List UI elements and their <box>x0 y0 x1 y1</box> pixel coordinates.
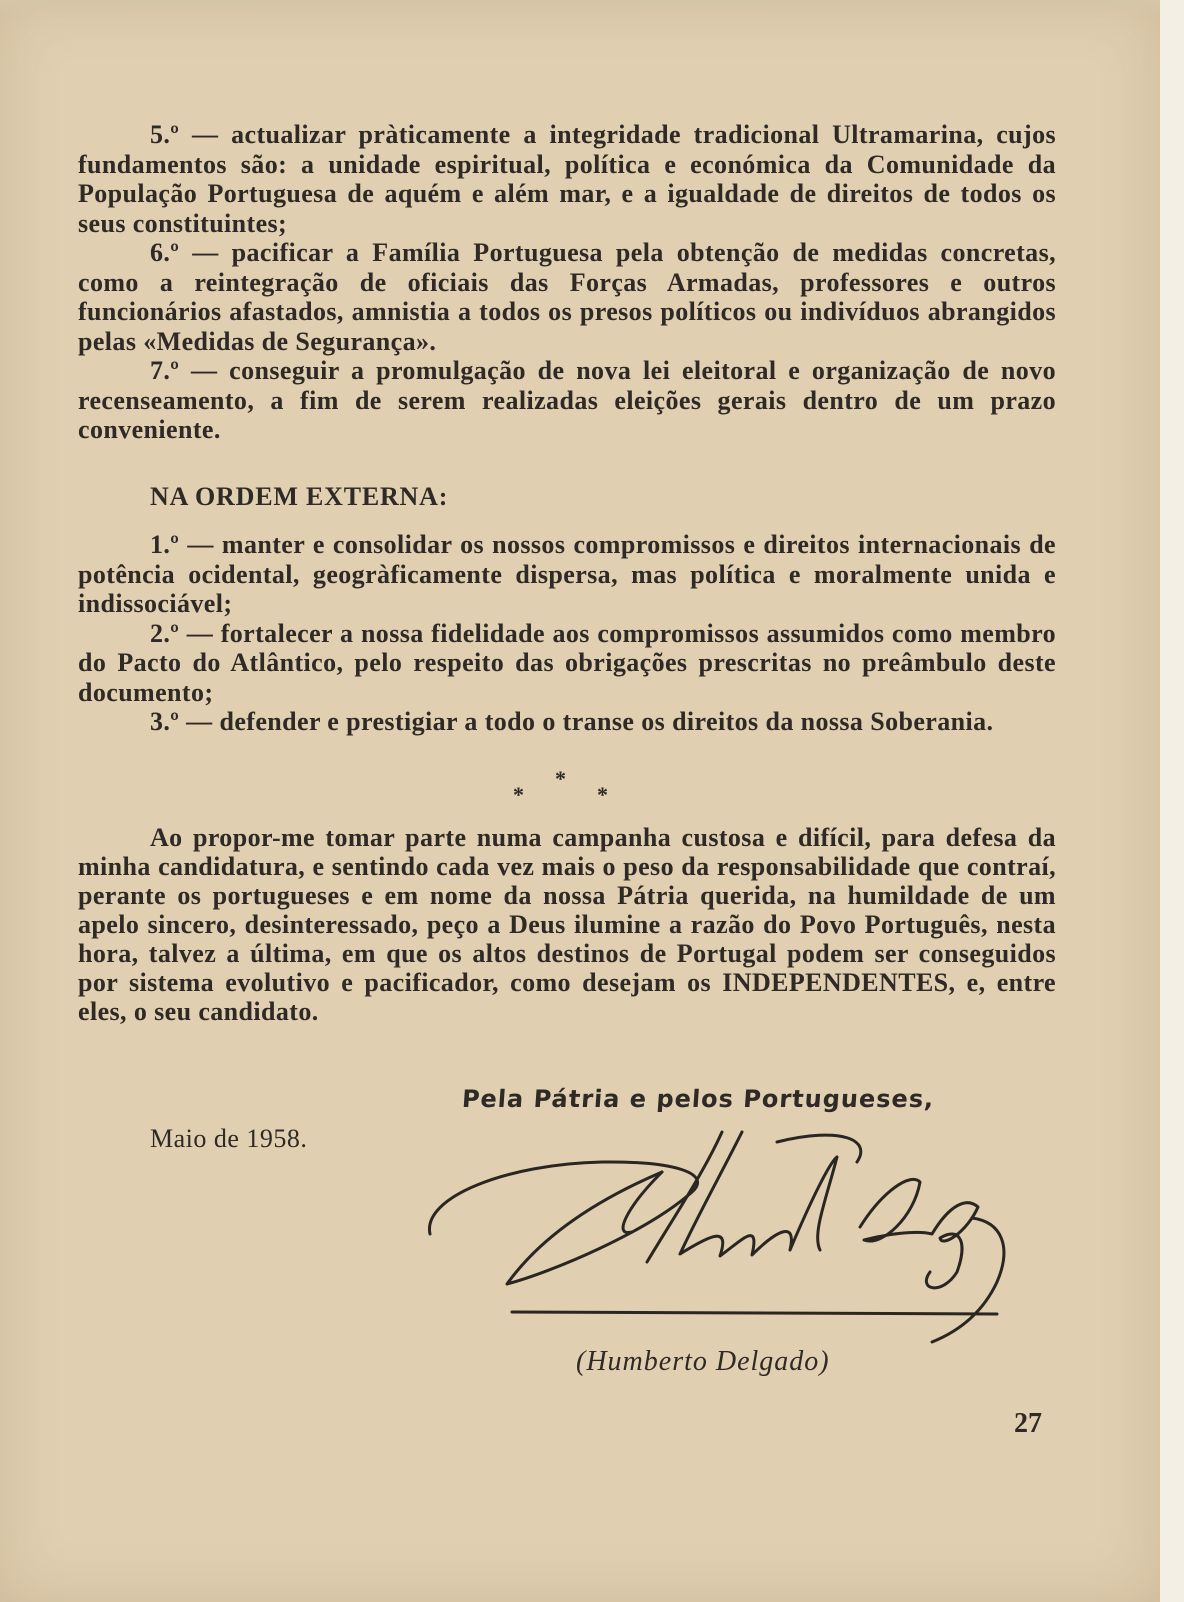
signatory-name: (Humberto Delgado) <box>576 1346 830 1377</box>
external-order-items <box>78 530 1056 737</box>
closing-paragraph: Ao propor-me tomar parte numa campanha custosa e difícil, para defesa da minha candidatura, e sentindo cada vez mais o peso da responsabilidade que contraí, perante os portugueses e em nome da nossa Pátria querida, na humildade de um apelo sincero, desinteressado, peço a Deus ilumine a razão do Povo Português, nesta hora, talvez a última, em que os altos destinos de Portugal podem ser conseguidos por sistema evolutivo e pacificador, como desejam os INDEPENDENTES, e, entre eles, o seu candidato. <box>78 823 1056 1026</box>
item-1: 1.º — manter e consolidar os nossos compromissos e direitos internacionais de potência ocidental, geogràficamente dispersa, mas política e moralmente unida e indissociável; <box>78 530 1056 618</box>
closing-motto: Pela Pátria e pelos Portugueses, <box>461 1085 936 1113</box>
asterism-separator <box>505 766 625 810</box>
asterisk-right: * <box>597 782 608 807</box>
asterisk-left: * <box>513 782 524 807</box>
item-3: 3.º — defender e prestigiar a todo o transe os direitos da nossa Soberania. <box>150 707 994 736</box>
section-heading-external-order: NA ORDEM EXTERNA: <box>150 482 449 511</box>
page-number: 27 <box>1014 1408 1042 1439</box>
item-7: 7.º — conseguir a promulgação de nova lei eleitoral e organização de novo recenseamento, a fim de serem realizadas eleições gerais dentro de um prazo conveniente. <box>78 356 1056 444</box>
closing-section <box>78 823 1056 1026</box>
document-date: Maio de 1958. <box>150 1124 308 1153</box>
asterisk-top: * <box>555 766 566 791</box>
item-5: 5.º — actualizar pràticamente a integridade tradicional Ultramarina, cujos fundamentos são: a unidade espiritual, política e económica da Comunidade da População Portuguesa de aquém e além mar, e a igualdade de direitos de todos os seus constituintes; <box>78 120 1056 238</box>
item-6: 6.º — pacificar a Família Portuguesa pela obtenção de medidas concretas, como a reintegração de oficiais das Forças Armadas, professores e outros funcionários afastados, amnistia a todos os presos políticos ou indivíduos abrangidos pelas «Medidas de Segurança». <box>78 238 1056 356</box>
handwritten-signature <box>412 1122 1062 1362</box>
item-2: 2.º — fortalecer a nossa fidelidade aos compromissos assumidos como membro do Pacto do Atlântico, pelo respeito das obrigações prescritas no preâmbulo deste documento; <box>78 618 1056 707</box>
internal-order-items <box>78 120 1056 445</box>
